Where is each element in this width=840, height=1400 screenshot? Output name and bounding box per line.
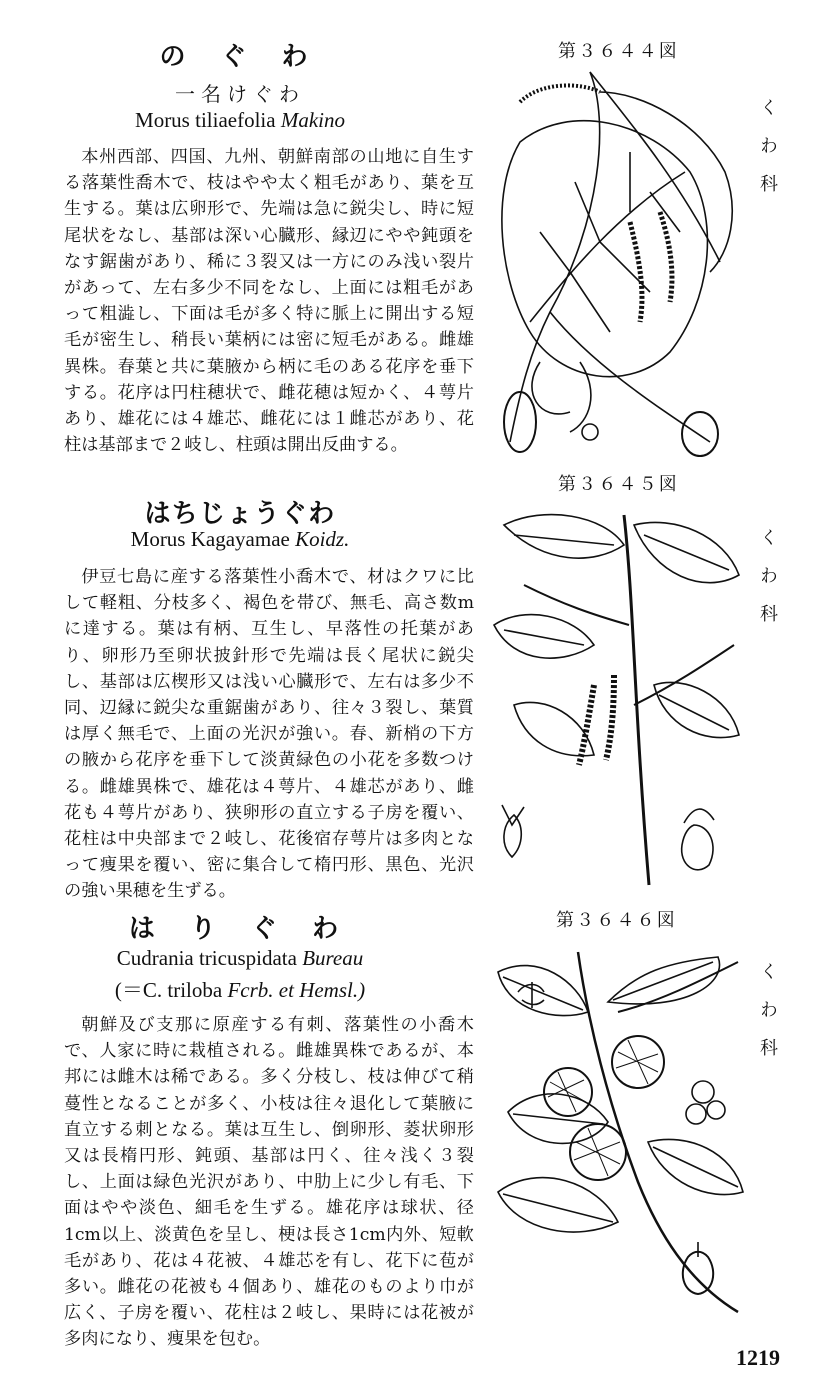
description-text: 本州西部、四国、九州、朝鮮南部の山地に自生する落葉性喬木で、枝はやや太く粗毛があり、葉を互生する。葉は広卵形で、先端は急に鋭尖し、時に短尾状をなし、基部は深い心臓形、縁辺にやや鈍頭をなす鋸歯があり、稀に３裂又は一方にのみ浅い裂片があって、左右多少不同をなし、上面には粗毛があって粗澁し、下面は毛が多く特に脈上に開出する短毛が密生し、稍長い葉柄には密に短毛がある。雌雄異株。春葉と共に葉腋から柄に毛のある花序を垂下する。花序は円柱穂状で、雌花穂は短かく、４萼片あり、雄花には４雄芯、雌花には１雌芯があり、花柱は基部まで２岐し、柱頭は開出反曲する。 — [64, 147, 474, 456]
synonym-name: (＝C. triloba — [114, 978, 223, 1002]
figure-caption: 第３６４５図 — [558, 474, 679, 495]
genus-species: Cudrania tricuspidata — [116, 946, 297, 970]
author: Makino — [280, 108, 345, 132]
figure-caption: 第３６４４図 — [558, 41, 679, 62]
synonym-author: Fcrb. et Hemsl.) — [227, 978, 366, 1002]
description — [64, 1012, 474, 1353]
entry-title: は り ぐ わ — [128, 914, 352, 944]
author: Bureau — [302, 946, 364, 970]
genus-species: Morus tiliaefolia — [135, 108, 276, 132]
family-label: くわ科 — [757, 528, 778, 642]
plant-illustration-morus-kagayamae — [484, 505, 746, 897]
family-label: くわ科 — [757, 962, 778, 1076]
description-text: 朝鮮及び支那に原産する有刺、落葉性の小喬木で、人家に時に栽植される。雌雄異株であるが、本邦には雌木は稀である。多く分枝し、枝は伸びて稍蔓性となることが多く、小枝は往々退化して葉腋に直立する刺となる。葉は互生し、倒卵形、菱状卵形又は長楕円形、鈍頭、基部は円く、往々浅く３裂し、上面は緑色光沢があり、中肋上に少し有毛、下面はやや淡色、細毛を生ずる。雄花序は球状、径1cm以上、淡黄色を呈し、梗は長さ1cm内外、短軟毛があり、花は４花被、４雄芯を有し、花下に苞が多い。雌花の花被も４個あり、雄花のものより巾が広く、子房を覆い、花柱は２岐し、果時には花被が多肉になり、痩果を包む。 — [64, 1015, 474, 1350]
plant-illustration-morus-tiliaefolia — [480, 62, 750, 462]
entry-alias: 一名けぐわ — [175, 82, 305, 106]
scientific-name — [0, 946, 480, 971]
entry-title: はちじょうぐわ — [144, 499, 336, 529]
author: Koidz. — [295, 527, 350, 551]
plant-illustration-cudrania-tricuspidata — [488, 942, 750, 1320]
description — [64, 144, 474, 458]
page-number: 1219 — [736, 1345, 780, 1370]
description-text: 伊豆七島に産する落葉性小喬木で、材はクワに比して軽粗、分枝多く、褐色を帯び、無毛、高さ数mに達する。葉は有柄、互生し、早落性の托葉があり、卵形乃至卵状披針形で先端は長く尾状に鋭尖し、基部は広楔形又は浅い心臓形で、左右は多少不同、辺縁に鋭尖な重鋸歯があり、往々３裂し、葉質は厚く無毛で、上面の光沢が強い。春、新梢の下方の腋から花序を垂下して淡黄緑色の小花を多数つける。雌雄異株で、雄花は４萼片、４雄芯があり、雌花も４萼片があり、狭卵形の直立する子房を覆い、花柱は中央部まで２岐し、花後宿存萼片は多肉となって痩果を覆い、密に集合して楕円形、黒色、光沢の強い果穂を生ずる。 — [64, 567, 474, 902]
genus-species: Morus Kagayamae — [130, 527, 290, 551]
scientific-name — [0, 108, 480, 133]
family-label: くわ科 — [757, 98, 778, 212]
figure-caption: 第３６４６図 — [556, 910, 677, 931]
scientific-name — [0, 527, 480, 552]
scientific-synonym — [0, 974, 480, 1004]
entry-title: の ぐ わ — [159, 42, 321, 72]
description — [64, 564, 474, 905]
